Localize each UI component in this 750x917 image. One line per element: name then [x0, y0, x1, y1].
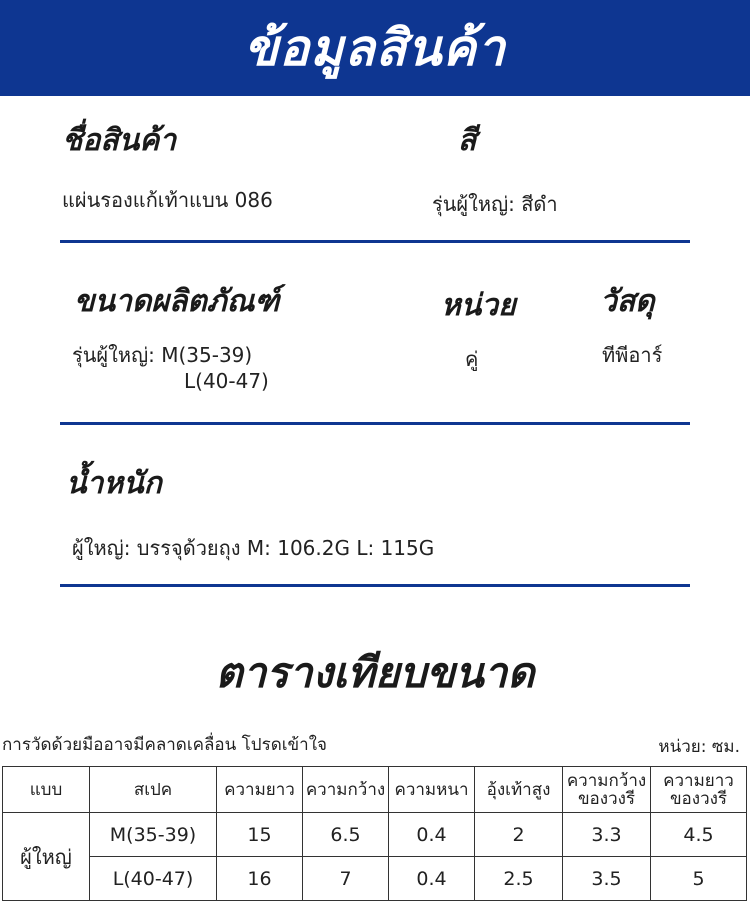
- cell-spec: M(35-39): [90, 813, 217, 857]
- header-spec: สเปค: [90, 767, 217, 813]
- divider-3: [60, 584, 690, 587]
- color-label: สี: [458, 123, 477, 158]
- cell-arch: 2.5: [475, 857, 563, 901]
- banner-title: ข้อมูลสินค้า: [243, 18, 507, 77]
- cell-length: 15: [217, 813, 303, 857]
- header-oval-width: ความกว้างของวงรี: [563, 767, 651, 813]
- cell-length: 16: [217, 857, 303, 901]
- cell-width: 6.5: [303, 813, 389, 857]
- color-value: รุ่นผู้ใหญ่: สีดำ: [432, 192, 558, 216]
- weight-label: น้ำหนัก: [66, 466, 162, 501]
- cell-thickness: 0.4: [389, 813, 475, 857]
- material-label: วัสดุ: [600, 284, 655, 319]
- product-size-value-1: รุ่นผู้ใหญ่: M(35-39): [72, 343, 253, 367]
- measurement-note: การวัดด้วยมืออาจมีคลาดเคลื่อน โปรดเข้าใจ: [2, 735, 327, 755]
- table-row: [3, 813, 747, 857]
- material-value: ทีพีอาร์: [602, 343, 663, 367]
- header-length: ความยาว: [217, 767, 303, 813]
- product-size-value-2: L(40-47): [184, 369, 269, 393]
- unit-value: คู่: [465, 347, 479, 371]
- unit-label: หน่วย: [441, 288, 516, 323]
- cell-oval-length: 5: [651, 857, 747, 901]
- header-thickness: ความหนา: [389, 767, 475, 813]
- product-name-label: ชื่อสินค้า: [62, 123, 177, 158]
- size-chart-title: ตารางเทียบขนาด: [215, 648, 535, 697]
- cell-thickness: 0.4: [389, 857, 475, 901]
- cell-oval-width: 3.3: [563, 813, 651, 857]
- header-arch-height: อุ้งเท้าสูง: [475, 767, 563, 813]
- product-size-label: ขนาดผลิตภัณฑ์: [74, 284, 280, 319]
- cell-spec: L(40-47): [90, 857, 217, 901]
- divider-2: [60, 422, 690, 425]
- cell-oval-width: 3.5: [563, 857, 651, 901]
- header-oval-length: ความยาวของวงรี: [651, 767, 747, 813]
- header-type: แบบ: [3, 767, 90, 813]
- group-adult: ผู้ใหญ่: [3, 813, 90, 901]
- weight-value: ผู้ใหญ่: บรรจุด้วยถุง M: 106.2G L: 115G: [72, 536, 435, 560]
- cell-arch: 2: [475, 813, 563, 857]
- table-row: [3, 857, 747, 901]
- cell-width: 7: [303, 857, 389, 901]
- unit-note: หน่วย: ซม.: [658, 737, 740, 757]
- divider-1: [60, 240, 690, 243]
- header-banner: [0, 0, 750, 96]
- cell-oval-length: 4.5: [651, 813, 747, 857]
- product-name-value: แผ่นรองแก้เท้าแบน 086: [62, 188, 273, 212]
- table-header-row: [3, 767, 747, 813]
- header-width: ความกว้าง: [303, 767, 389, 813]
- size-table: [2, 766, 747, 901]
